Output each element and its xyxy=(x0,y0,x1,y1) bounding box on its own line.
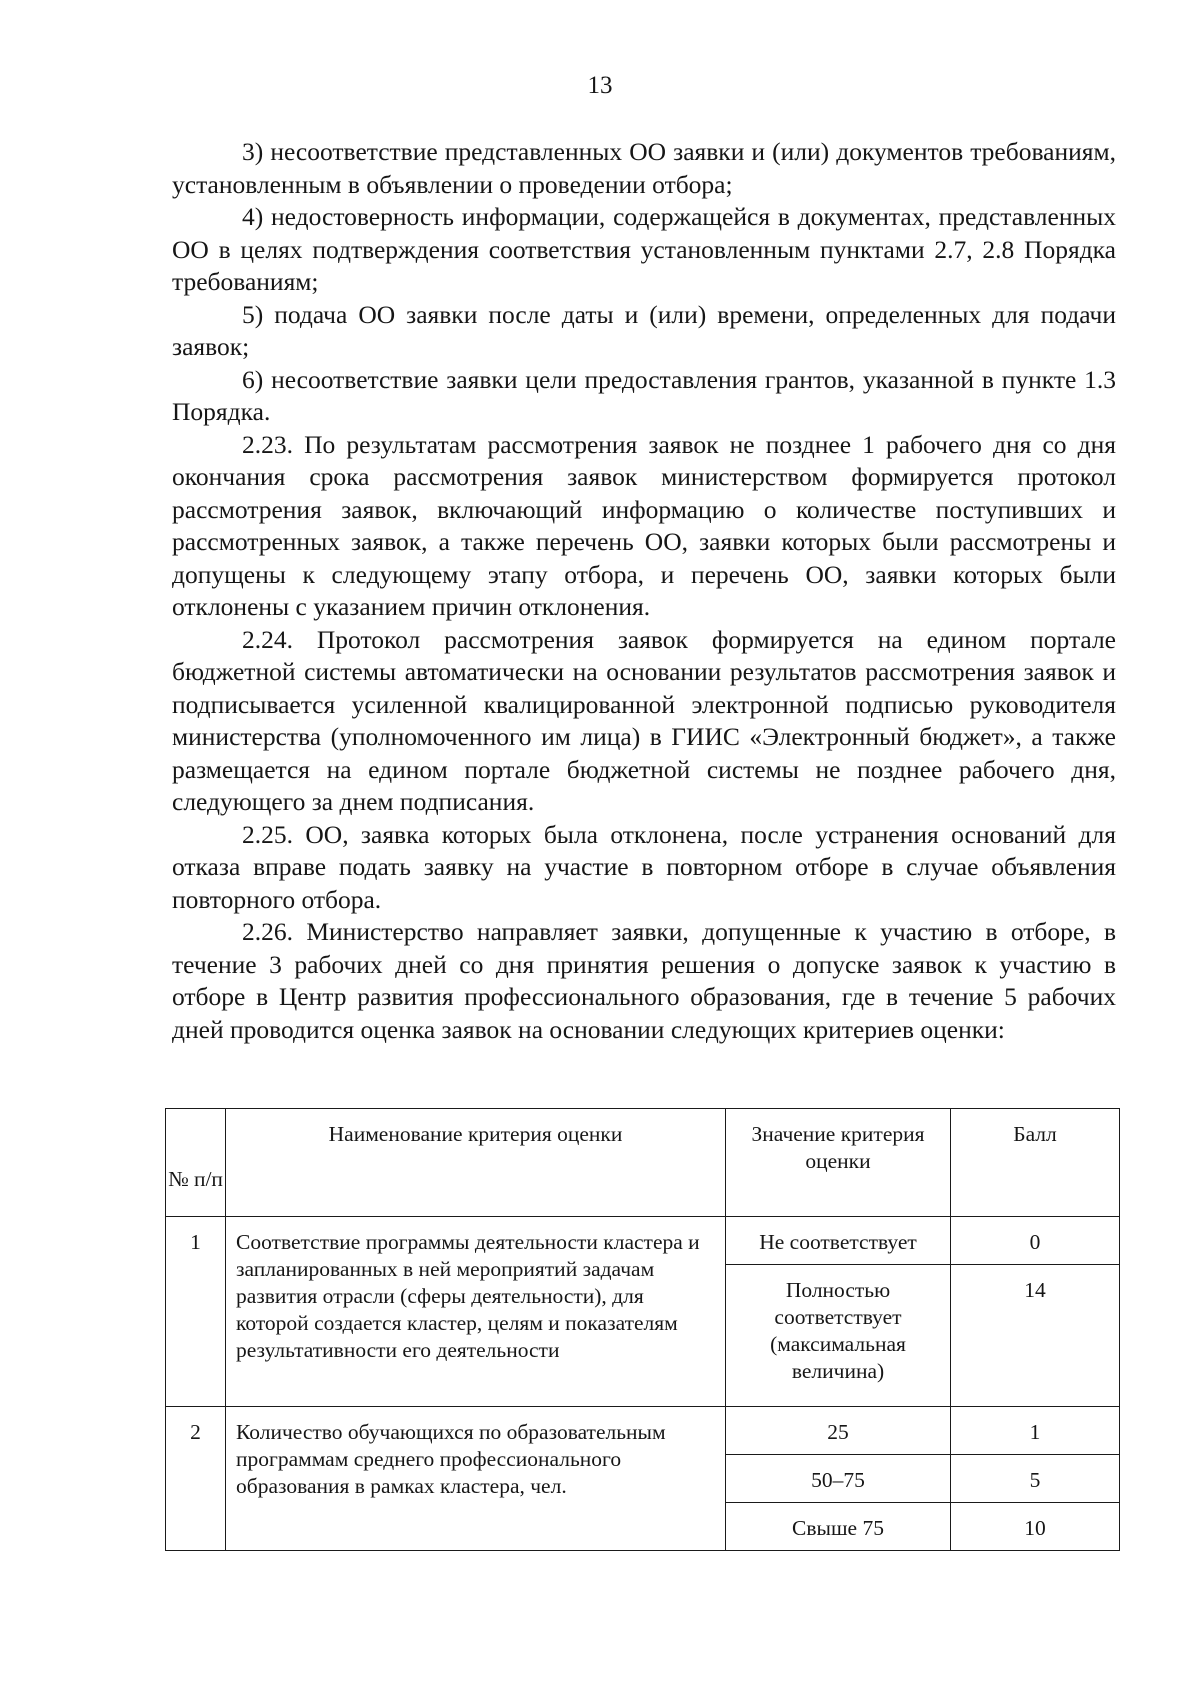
paragraph: 3) несоответствие представленных ОО заявки и (или) документов требованиям, установленным в объявлении о проведении отбора; xyxy=(172,137,1116,199)
row-num: 1 xyxy=(166,1217,226,1407)
criterion-value: Свыше 75 xyxy=(726,1503,951,1551)
page-number: 13 xyxy=(587,72,613,99)
criterion-score: 14 xyxy=(951,1265,1120,1407)
paragraph: 4) недостоверность информации, содержащейся в документах, представленных ОО в целях подтверждения соответствия установленным пунктами 2.7, 2.8 Порядка требованиям; xyxy=(172,202,1116,296)
criterion-score: 0 xyxy=(951,1217,1120,1265)
criterion-value: 50–75 xyxy=(726,1455,951,1503)
table-row xyxy=(166,1217,1120,1265)
paragraph: 2.25. ОО, заявка которых была отклонена, после устранения оснований для отказа вправе подать заявку на участие в повторном отборе в случае объявления повторного отбора. xyxy=(172,819,1116,914)
criterion-score: 1 xyxy=(951,1407,1120,1455)
criterion-score: 10 xyxy=(951,1503,1120,1551)
header-criterion-value: Значение критерия оценки xyxy=(726,1109,951,1217)
criterion-name: Количество обучающихся по образовательным программам среднего профессионального образования в рамках кластера, чел. xyxy=(226,1407,726,1551)
paragraph: 2.26. Министерство направляет заявки, допущенные к участию в отборе, в течение 3 рабочих дней со дня принятия решения о допуске заявок к участию в отборе в Центр развития профессионального образования, где в течение 5 рабочих дней проводится оценка заявок на основании следующих критериев оценки: xyxy=(172,917,1116,1044)
criterion-name: Соответствие программы деятельности кластера и запланированных в ней мероприятий задачам развития отрасли (сферы деятельности), для которой создается кластер, целям и показателям результативности его деятельности xyxy=(226,1217,726,1407)
paragraph: 2.24. Протокол рассмотрения заявок формируется на едином портале бюджетной системы автоматически на основании результатов рассмотрения заявок и подписывается усиленной квалицированной электронной подписью руководителя министерства (уполномоченного им лица) в ГИИС «Электронный бюджет», а также размещается на едином портале бюджетной системы не позднее рабочего дня, следующего за днем подписания. xyxy=(172,624,1116,816)
paragraph: 6) несоответствие заявки цели предоставления грантов, указанной в пункте 1.3 Порядка. xyxy=(172,364,1116,426)
criteria-table xyxy=(165,1108,1120,1551)
paragraph: 5) подача ОО заявки после даты и (или) времени, определенных для подачи заявок; xyxy=(172,299,1116,361)
criterion-score: 5 xyxy=(951,1455,1120,1503)
header-num: № п/п xyxy=(166,1109,226,1217)
row-num: 2 xyxy=(166,1407,226,1551)
table-row xyxy=(166,1407,1120,1455)
paragraph: 2.23. По результатам рассмотрения заявок не позднее 1 рабочего дня со дня окончания срока рассмотрения заявок министерством формируется протокол рассмотрения заявок, включающий информацию о количестве поступивших и рассмотренных заявок, а также перечень ОО, заявки которых были рассмотрены и допущены к следующему этапу отбора, и перечень ОО, заявки которых были отклонены с указанием причин отклонения. xyxy=(172,429,1116,621)
table-header-row xyxy=(166,1109,1120,1217)
criterion-value: Полностью соответствует (максимальная величина) xyxy=(726,1265,951,1407)
criterion-value: Не соответствует xyxy=(726,1217,951,1265)
criterion-value: 25 xyxy=(726,1407,951,1455)
header-criterion-name: Наименование критерия оценки xyxy=(226,1109,726,1217)
document-body xyxy=(172,136,1116,1046)
header-score: Балл xyxy=(951,1109,1120,1217)
